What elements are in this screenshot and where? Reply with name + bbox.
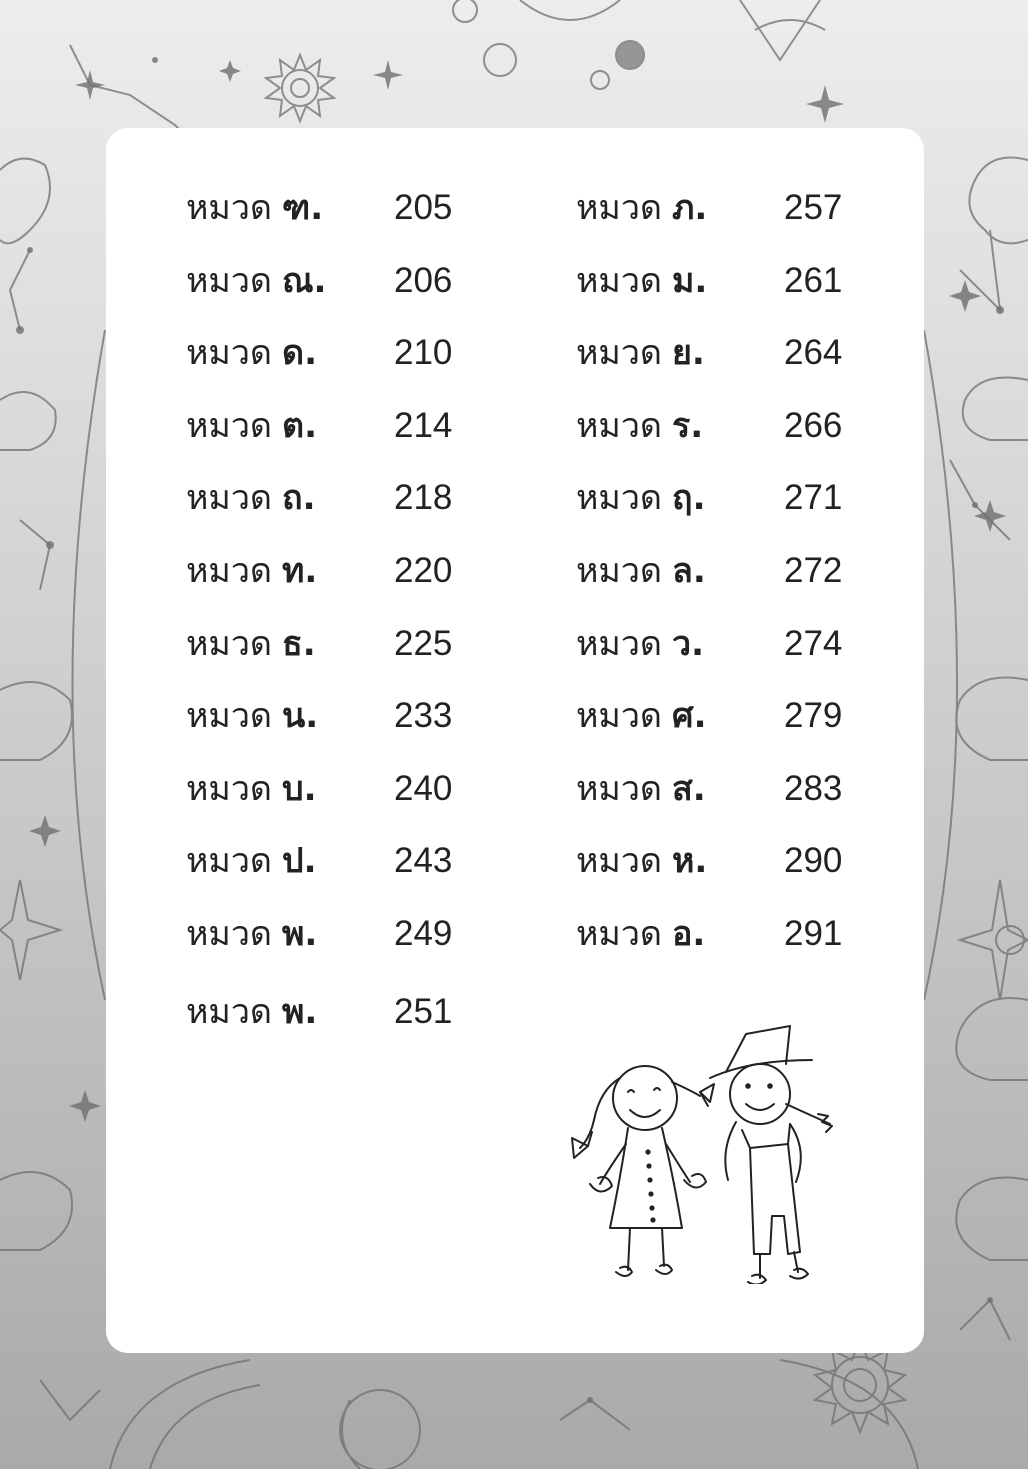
toc-entry[interactable] bbox=[576, 541, 906, 601]
category-letter: ส. bbox=[672, 769, 706, 809]
toc-entry[interactable] bbox=[576, 686, 906, 746]
category-letter: น. bbox=[282, 696, 319, 736]
toc-entry[interactable] bbox=[186, 614, 516, 674]
category-label: หมวด ป. bbox=[186, 841, 317, 881]
category-letter: ป. bbox=[282, 841, 317, 881]
category-label: หมวด พ. bbox=[186, 914, 318, 954]
toc-entry[interactable] bbox=[576, 251, 906, 311]
toc-entry[interactable] bbox=[186, 468, 516, 528]
category-label: หมวด ณ. bbox=[186, 261, 327, 301]
category-letter: ว. bbox=[672, 624, 705, 664]
children-stick-figures-icon bbox=[550, 1020, 850, 1284]
category-letter: ห. bbox=[672, 841, 708, 881]
category-letter: ธ. bbox=[282, 624, 316, 664]
category-label: หมวด ร. bbox=[576, 406, 704, 446]
toc-entry[interactable] bbox=[186, 686, 516, 746]
category-label: หมวด ส. bbox=[576, 769, 706, 809]
toc-entry[interactable] bbox=[576, 396, 906, 456]
category-letter: ถ. bbox=[282, 478, 316, 518]
category-label: หมวด ด. bbox=[186, 333, 317, 373]
category-label: หมวด อ. bbox=[576, 914, 706, 954]
category-letter: ฤ. bbox=[672, 478, 706, 518]
toc-entry[interactable] bbox=[186, 904, 516, 964]
category-letter: ณ. bbox=[282, 261, 327, 301]
page-number: 261 bbox=[784, 261, 843, 300]
page-number: 240 bbox=[394, 769, 453, 808]
toc-entry[interactable] bbox=[186, 178, 516, 238]
page-number: 220 bbox=[394, 551, 453, 590]
toc-entry[interactable] bbox=[186, 982, 516, 1042]
category-label: หมวด ต. bbox=[186, 406, 317, 446]
category-label: หมวด ว. bbox=[576, 624, 705, 664]
category-label: หมวด น. bbox=[186, 696, 319, 736]
toc-entry[interactable] bbox=[576, 468, 906, 528]
toc-entry[interactable] bbox=[576, 614, 906, 674]
category-letter: ศ. bbox=[672, 696, 707, 736]
page-number: 251 bbox=[394, 992, 453, 1031]
page-number: 279 bbox=[784, 696, 843, 735]
category-letter: ล. bbox=[672, 551, 706, 591]
page-number: 205 bbox=[394, 188, 453, 227]
page-number: 264 bbox=[784, 333, 843, 372]
toc-entry[interactable] bbox=[186, 396, 516, 456]
toc-entry[interactable] bbox=[576, 323, 906, 383]
page-number: 214 bbox=[394, 406, 453, 445]
category-letter: ร. bbox=[672, 406, 704, 446]
toc-entry[interactable] bbox=[576, 178, 906, 238]
toc-entry[interactable] bbox=[186, 759, 516, 819]
category-label: หมวด ย. bbox=[576, 333, 705, 373]
category-letter: ม. bbox=[672, 261, 708, 301]
page-number: 290 bbox=[784, 841, 843, 880]
toc-entry[interactable] bbox=[186, 323, 516, 383]
page-number: 243 bbox=[394, 841, 453, 880]
page-number: 272 bbox=[784, 551, 843, 590]
category-letter: อ. bbox=[672, 914, 706, 954]
category-label: หมวด ล. bbox=[576, 551, 706, 591]
toc-entry[interactable] bbox=[576, 831, 906, 891]
category-label: หมวด บ. bbox=[186, 769, 317, 809]
category-letter: ด. bbox=[282, 333, 317, 373]
page-number: 206 bbox=[394, 261, 453, 300]
page-number: 225 bbox=[394, 624, 453, 663]
table-of-contents-card bbox=[106, 128, 924, 1353]
category-letter: บ. bbox=[282, 769, 317, 809]
category-label: หมวด ฤ. bbox=[576, 478, 706, 518]
category-letter: ฑ. bbox=[282, 188, 324, 228]
page-number: 271 bbox=[784, 478, 843, 517]
category-label: หมวด ถ. bbox=[186, 478, 316, 518]
page-number: 283 bbox=[784, 769, 843, 808]
category-label: หมวด พ. bbox=[186, 992, 318, 1032]
category-label: หมวด ท. bbox=[186, 551, 318, 591]
toc-entry[interactable] bbox=[186, 251, 516, 311]
category-label: หมวด ศ. bbox=[576, 696, 707, 736]
toc-entry[interactable] bbox=[576, 759, 906, 819]
page-number: 266 bbox=[784, 406, 843, 445]
category-letter: ต. bbox=[282, 406, 317, 446]
page-number: 210 bbox=[394, 333, 453, 372]
category-letter: พ. bbox=[282, 992, 318, 1032]
page-number: 218 bbox=[394, 478, 453, 517]
page-number: 249 bbox=[394, 914, 453, 953]
toc-entry[interactable] bbox=[186, 831, 516, 891]
category-label: หมวด ห. bbox=[576, 841, 708, 881]
toc-entry[interactable] bbox=[576, 904, 906, 964]
page-number: 274 bbox=[784, 624, 843, 663]
category-letter: พ. bbox=[282, 914, 318, 954]
category-label: หมวด ธ. bbox=[186, 624, 316, 664]
category-label: หมวด ภ. bbox=[576, 188, 708, 228]
category-letter: ย. bbox=[672, 333, 705, 373]
page-number: 233 bbox=[394, 696, 453, 735]
page-number: 291 bbox=[784, 914, 843, 953]
category-letter: ท. bbox=[282, 551, 318, 591]
page-number: 257 bbox=[784, 188, 843, 227]
toc-entry[interactable] bbox=[186, 541, 516, 601]
category-letter: ภ. bbox=[672, 188, 708, 228]
category-label: หมวด ม. bbox=[576, 261, 708, 301]
category-label: หมวด ฑ. bbox=[186, 188, 324, 228]
